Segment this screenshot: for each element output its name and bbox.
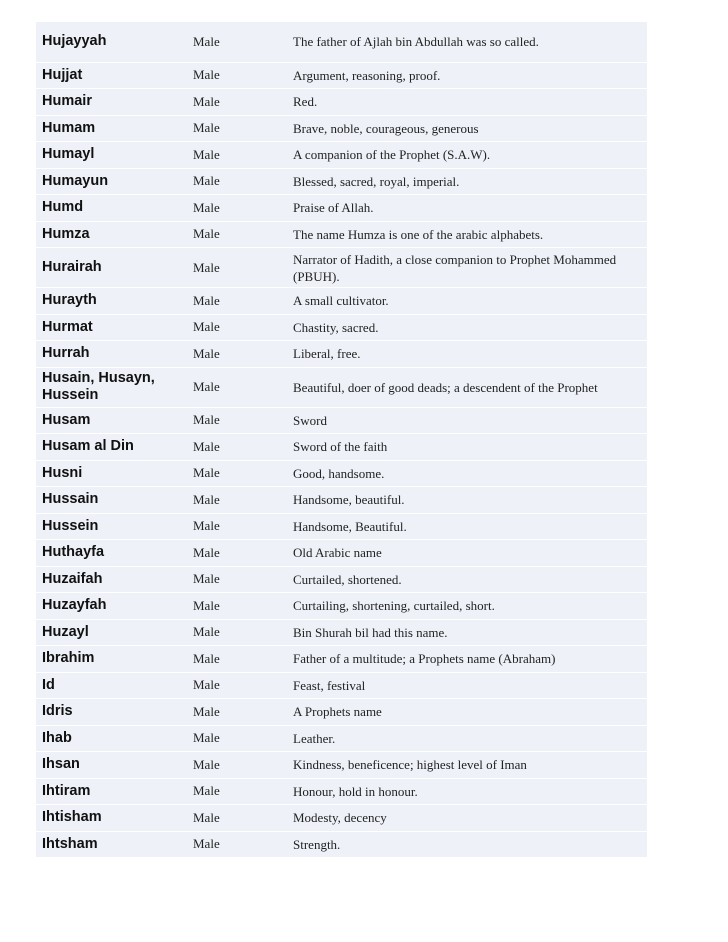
gender-cell: Male <box>187 89 287 116</box>
gender-cell: Male <box>187 248 287 288</box>
table-row <box>36 314 647 341</box>
name-cell: Huthayfa <box>36 540 187 567</box>
table-row <box>36 221 647 248</box>
gender-cell: Male <box>187 752 287 779</box>
name-cell: Id <box>36 672 187 699</box>
table-row <box>36 699 647 726</box>
gender-cell: Male <box>187 434 287 461</box>
meaning-cell: A companion of the Prophet (S.A.W). <box>287 142 647 169</box>
gender-cell: Male <box>187 288 287 315</box>
meaning-cell: Old Arabic name <box>287 540 647 567</box>
gender-cell: Male <box>187 566 287 593</box>
gender-cell: Male <box>187 805 287 832</box>
table-row <box>36 566 647 593</box>
gender-cell: Male <box>187 831 287 858</box>
table-row <box>36 195 647 222</box>
gender-cell: Male <box>187 778 287 805</box>
gender-cell: Male <box>187 142 287 169</box>
meaning-cell: The father of Ajlah bin Abdullah was so called. <box>287 22 647 62</box>
table-row <box>36 805 647 832</box>
meaning-cell: Sword <box>287 407 647 434</box>
gender-cell: Male <box>187 540 287 567</box>
name-cell: Huzayl <box>36 619 187 646</box>
meaning-cell: A Prophets name <box>287 699 647 726</box>
gender-cell: Male <box>187 314 287 341</box>
name-cell: Husni <box>36 460 187 487</box>
gender-cell: Male <box>187 725 287 752</box>
name-cell: Ibrahim <box>36 646 187 673</box>
table-row <box>36 831 647 858</box>
meaning-cell: Bin Shurah bil had this name. <box>287 619 647 646</box>
gender-cell: Male <box>187 460 287 487</box>
name-cell: Humza <box>36 221 187 248</box>
name-cell: Ihsan <box>36 752 187 779</box>
gender-cell: Male <box>187 593 287 620</box>
table-row <box>36 168 647 195</box>
meaning-cell: Praise of Allah. <box>287 195 647 222</box>
meaning-cell: Blessed, sacred, royal, imperial. <box>287 168 647 195</box>
table-row <box>36 540 647 567</box>
name-cell: Husam al Din <box>36 434 187 461</box>
name-cell: Humair <box>36 89 187 116</box>
meaning-cell: Beautiful, doer of good deads; a descendent of the Prophet <box>287 367 647 407</box>
table-row <box>36 619 647 646</box>
meaning-cell: Curtailed, shortened. <box>287 566 647 593</box>
table-row <box>36 646 647 673</box>
meaning-cell: Modesty, decency <box>287 805 647 832</box>
table-row <box>36 513 647 540</box>
gender-cell: Male <box>187 513 287 540</box>
gender-cell: Male <box>187 367 287 407</box>
meaning-cell: Honour, hold in honour. <box>287 778 647 805</box>
name-cell: Hurmat <box>36 314 187 341</box>
gender-cell: Male <box>187 487 287 514</box>
meaning-cell: Red. <box>287 89 647 116</box>
name-cell: Huzaifah <box>36 566 187 593</box>
table-row <box>36 752 647 779</box>
table-row <box>36 778 647 805</box>
name-cell: Hujjat <box>36 62 187 89</box>
gender-cell: Male <box>187 619 287 646</box>
meaning-cell: Handsome, beautiful. <box>287 487 647 514</box>
name-cell: Humayl <box>36 142 187 169</box>
table-row <box>36 288 647 315</box>
name-cell: Ihtisham <box>36 805 187 832</box>
table-row <box>36 407 647 434</box>
table-row <box>36 367 647 407</box>
gender-cell: Male <box>187 115 287 142</box>
name-cell: Husam <box>36 407 187 434</box>
gender-cell: Male <box>187 699 287 726</box>
gender-cell: Male <box>187 646 287 673</box>
meaning-cell: Liberal, free. <box>287 341 647 368</box>
meaning-cell: Brave, noble, courageous, generous <box>287 115 647 142</box>
table-row <box>36 115 647 142</box>
name-cell: Hurairah <box>36 248 187 288</box>
name-cell: Humam <box>36 115 187 142</box>
gender-cell: Male <box>187 62 287 89</box>
name-cell: Ihtiram <box>36 778 187 805</box>
table-row <box>36 672 647 699</box>
meaning-cell: Feast, festival <box>287 672 647 699</box>
name-cell: Hurrah <box>36 341 187 368</box>
name-cell: Hussein <box>36 513 187 540</box>
table-row <box>36 434 647 461</box>
table-row <box>36 460 647 487</box>
meaning-cell: Curtailing, shortening, curtailed, short. <box>287 593 647 620</box>
table-row <box>36 62 647 89</box>
names-table-body <box>36 22 647 858</box>
gender-cell: Male <box>187 221 287 248</box>
name-cell: Hujayyah <box>36 22 187 62</box>
name-cell: Hussain <box>36 487 187 514</box>
meaning-cell: Narrator of Hadith, a close companion to Prophet Mohammed (PBUH). <box>287 248 647 288</box>
meaning-cell: Handsome, Beautiful. <box>287 513 647 540</box>
meaning-cell: Leather. <box>287 725 647 752</box>
table-row <box>36 341 647 368</box>
name-cell: Humayun <box>36 168 187 195</box>
gender-cell: Male <box>187 407 287 434</box>
table-row <box>36 593 647 620</box>
name-cell: Husain, Husayn, Hussein <box>36 367 187 407</box>
gender-cell: Male <box>187 341 287 368</box>
table-row <box>36 487 647 514</box>
table-row <box>36 142 647 169</box>
gender-cell: Male <box>187 168 287 195</box>
name-cell: Idris <box>36 699 187 726</box>
meaning-cell: Argument, reasoning, proof. <box>287 62 647 89</box>
gender-cell: Male <box>187 22 287 62</box>
meaning-cell: Chastity, sacred. <box>287 314 647 341</box>
table-row <box>36 22 647 62</box>
table-row <box>36 248 647 288</box>
gender-cell: Male <box>187 672 287 699</box>
table-row <box>36 725 647 752</box>
meaning-cell: Strength. <box>287 831 647 858</box>
meaning-cell: The name Humza is one of the arabic alphabets. <box>287 221 647 248</box>
gender-cell: Male <box>187 195 287 222</box>
name-cell: Humd <box>36 195 187 222</box>
name-cell: Ihab <box>36 725 187 752</box>
meaning-cell: Father of a multitude; a Prophets name (Abraham) <box>287 646 647 673</box>
name-cell: Hurayth <box>36 288 187 315</box>
meaning-cell: Kindness, beneficence; highest level of Iman <box>287 752 647 779</box>
name-cell: Huzayfah <box>36 593 187 620</box>
name-cell: Ihtsham <box>36 831 187 858</box>
table-row <box>36 89 647 116</box>
meaning-cell: A small cultivator. <box>287 288 647 315</box>
meaning-cell: Good, handsome. <box>287 460 647 487</box>
names-table <box>36 22 647 858</box>
meaning-cell: Sword of the faith <box>287 434 647 461</box>
